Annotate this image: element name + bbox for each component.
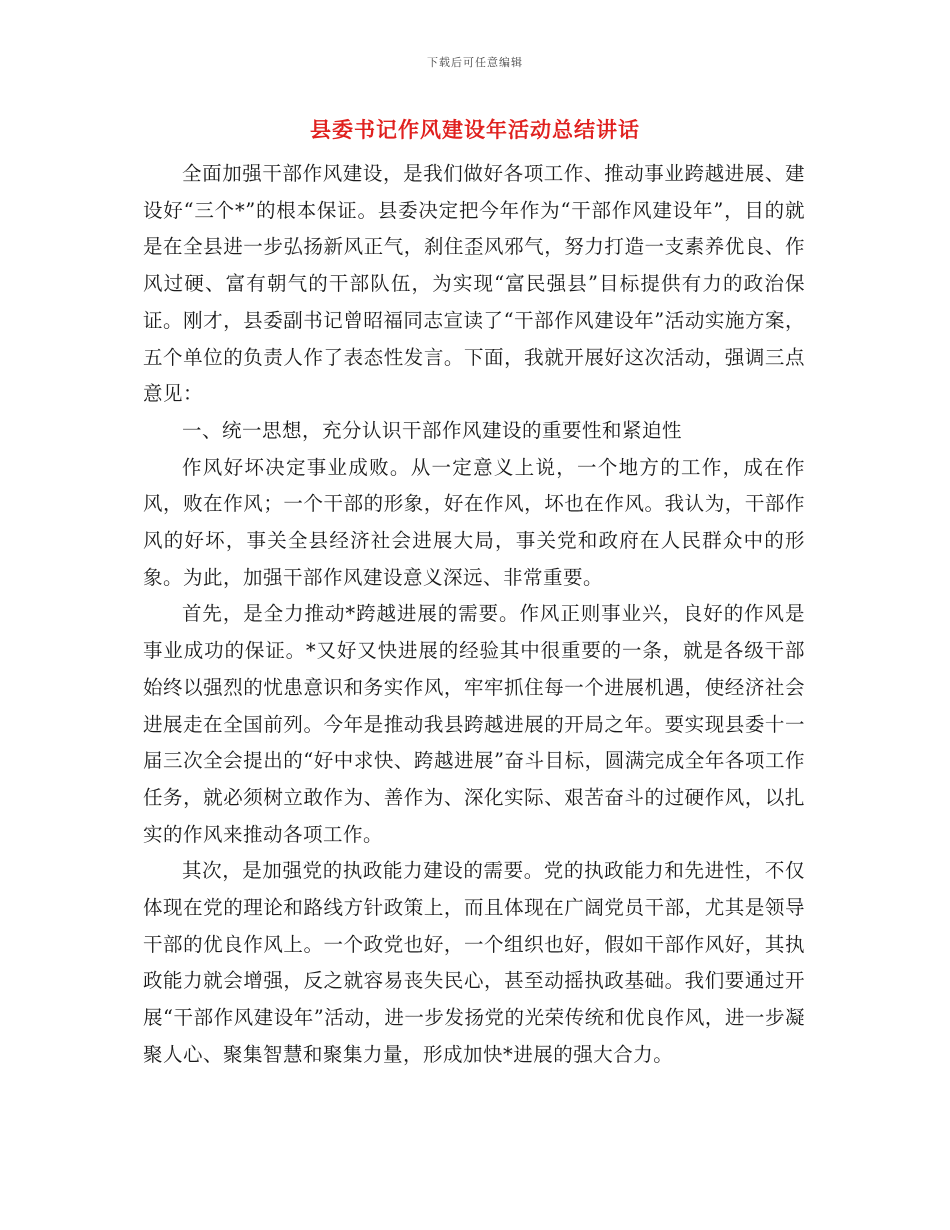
paragraph-second-point: 其次，是加强党的执政能力建设的需要。党的执政能力和先进性，不仅体现在党的理论和路线方针政策上，而且体现在广阔党员干部，尤其是领导干部的优良作风上。一个政党也好，一个组织也好，假如干部作风好，其执政能力就会增强，反之就容易丧失民心，甚至动摇执政基础。我们要通过开展“干部作风建设年”活动，进一步发扬党的光荣传统和优良作风，进一步凝聚人心、聚集智慧和聚集力量，形成加快*进展的强大合力。: [143, 859, 805, 1066]
paragraph-intro: 全面加强干部作风建设，是我们做好各项工作、推动事业跨越进展、建设好“三个*”的根本保证。县委决定把今年作为“干部作风建设年”，目的就是在全县进一步弘扬新风正气，刹住歪风邪气，努力打造一支素养优良、作风过硬、富有朝气的干部队伍，为实现“富民强县”目标提供有力的政治保证。刚才，县委副书记曾昭福同志宣读了“干部作风建设年”活动实施方案，五个单位的负责人作了表态性发言。下面，我就开展好这次活动，强调三点意见：: [143, 162, 805, 406]
document-body: [143, 156, 805, 1074]
paragraph-first-point: 首先，是全力推动*跨越进展的需要。作风正则事业兴，良好的作风是事业成功的保证。*又好又快进展的经验其中很重要的一条，就是各级干部始终以强烈的忧患意识和务实作风，牢牢抓住每一个进展机遇，使经济社会进展走在全国前列。今年是推动我县跨越进展的开局之年。要实现县委十一届三次全会提出的“好中求快、跨越进展”奋斗目标，圆满完成全年各项工作任务，就必须树立敢作为、善作为、深化实际、艰苦奋斗的过硬作风，以扎实的作风来推动各项工作。: [143, 602, 805, 846]
document-title: 县委书记作风建设年活动总结讲话: [310, 117, 640, 142]
section-heading-1: 一、统一思想，充分认识干部作风建设的重要性和紧迫性: [182, 418, 683, 442]
header-note: 下载后可任意编辑: [427, 56, 523, 69]
paragraph-work-style: 作风好坏决定事业成败。从一定意义上说，一个地方的工作，成在作风，败在作风；一个干部的形象，好在作风，坏也在作风。我认为，干部作风的好坏，事关全县经济社会进展大局，事关党和政府在人民群众中的形象。为此，加强干部作风建设意义深远、非常重要。: [143, 455, 805, 589]
